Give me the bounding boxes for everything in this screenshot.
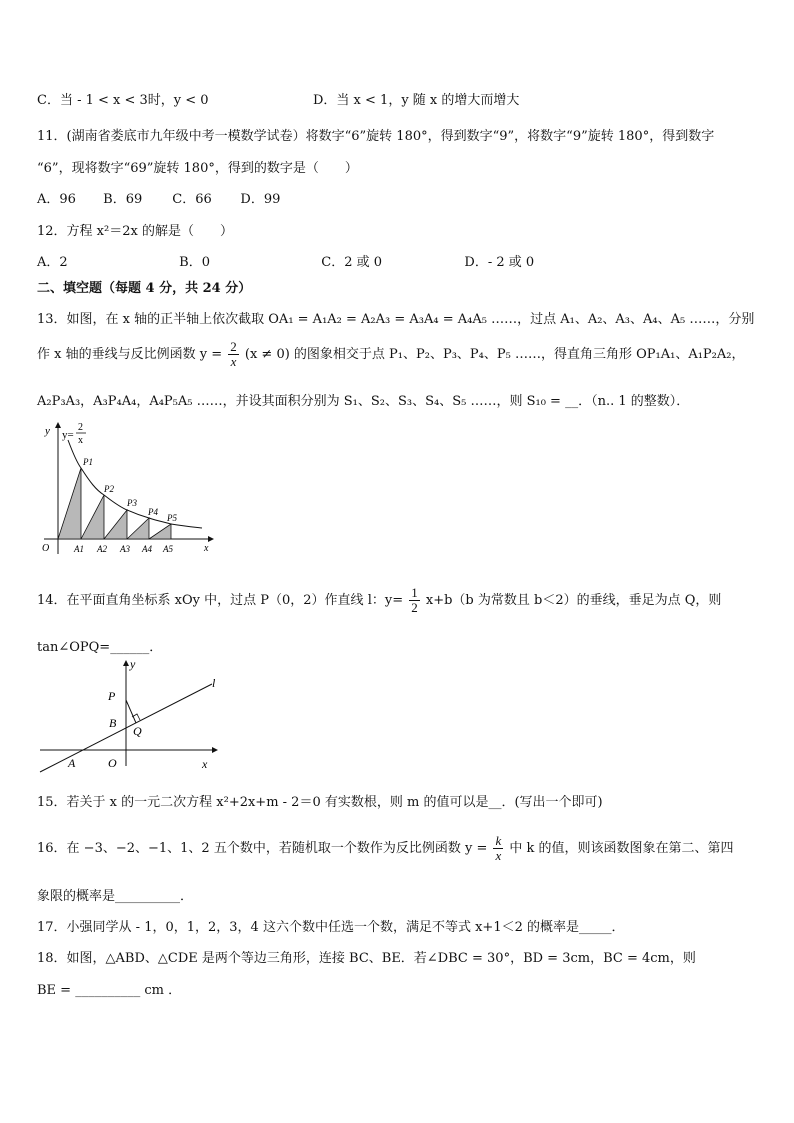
q18-line2: BE = __________ cm ． <box>37 983 182 998</box>
q11-option-b: B．69 <box>103 192 143 207</box>
fig13-func-numerator: 2 <box>78 422 83 433</box>
fig13-label-P2: P2 <box>104 484 114 494</box>
fig14-segment-PQ <box>126 700 136 723</box>
q12-option-a: A．2 <box>37 255 68 270</box>
q18-line1: 18．如图，△ABD、△CDE 是两个等边三角形，连接 BC、BE．若∠DBC = 30°，BD = 3cm，BC = 4cm，则 <box>37 951 696 966</box>
fig13-label-A3: A3 <box>120 544 130 554</box>
q13-fraction <box>228 340 239 369</box>
fig13-label-P1: P1 <box>83 457 93 467</box>
fig14-x-arrow <box>212 747 218 753</box>
fig14-x-label: x <box>202 757 208 771</box>
q16-line1-end: 中 k 的值，则该函数图象在第二、第四 <box>509 841 734 856</box>
q16-line1-start: 16．在 −3、−2、−1、1、2 五个数中，若随机取一个数作为反比例函数 y = <box>37 841 488 856</box>
fig13-func-label: y= <box>62 429 74 441</box>
q11-option-a: A．96 <box>37 192 76 207</box>
q10-option-d: D．当 x < 1，y 随 x 的增大而增大 <box>313 93 520 108</box>
q11-stem-line2: “6”，现将数字“69”旋转 180°，得到的数字是（ ） <box>37 161 358 176</box>
q10-option-c: C．当 - 1 < x < 3时，y < 0 <box>37 93 209 108</box>
q14-line2: tan∠OPQ=______． <box>37 640 163 655</box>
q11-option-d: D．99 <box>240 192 281 207</box>
fig14-label-P: P <box>108 689 116 703</box>
fig13-label-A2: A2 <box>97 544 107 554</box>
fig13-triangle-5 <box>149 524 171 539</box>
q16-fraction <box>493 834 503 863</box>
fig13-curve <box>68 440 202 528</box>
q13-line2-start: 作 x 轴的垂线与反比例函数 y = <box>37 347 223 362</box>
fig13-y-arrow <box>55 422 61 428</box>
fig14-label-B: B <box>109 716 117 730</box>
fig13-triangle-3 <box>104 510 127 539</box>
q14-frac-numerator: 1 <box>411 585 418 600</box>
q11-options <box>37 188 280 207</box>
q13-line3: A₂P₃A₃，A₃P₄A₄，A₄P₅A₅ ……，并设其面积分别为 S₁、S₂、S₃、S₄、S₅ ……，则 S₁₀ = __．（n.. 1 的整数）． <box>37 394 690 409</box>
q13-frac-numerator: 2 <box>230 339 237 354</box>
fig13-x-label: x <box>204 543 209 554</box>
q11-stem-line1: 11．(湖南省娄底市九年级中考一模数学试卷）将数字“6”旋转 180°，得到数字“9”，将数字“9”旋转 180°，得到数字 <box>37 129 715 144</box>
q14-frac-denominator: 2 <box>411 600 418 615</box>
fig14-label-A: A <box>68 756 76 770</box>
fig14-y-arrow <box>123 660 129 666</box>
fig13-label-P3: P3 <box>127 498 137 508</box>
q14-line1 <box>37 586 721 615</box>
section-heading: 二、填空题（每题 4 分，共 24 分） <box>37 281 252 296</box>
fig14-graph <box>36 656 226 776</box>
q14-line1-end: x+b（b 为常数且 b＜2）的垂线，垂足为点 Q，则 <box>425 593 722 608</box>
fig13-label-A1: A1 <box>74 544 84 554</box>
q16-line2: 象限的概率是__________． <box>37 889 194 904</box>
q13-line1: 13．如图，在 x 轴的正半轴上依次截取 OA₁ = A₁A₂ = A₂A₃ = A₃A₄ = A₄A₅ ……，过点 A₁、A₂、A₃、A₄、A₅ ……，分别 <box>37 312 755 327</box>
q12-options <box>37 251 534 270</box>
fig13-label-A5: A5 <box>163 544 173 554</box>
q12-stem: 12．方程 x²＝2x 的解是（ ） <box>37 224 233 239</box>
fig13-triangle-1 <box>58 468 81 539</box>
fig13-origin: O <box>42 543 50 554</box>
fig13-graph <box>38 418 218 558</box>
fig13-func-denominator: x <box>78 435 83 446</box>
fig13-triangle-4 <box>127 518 149 539</box>
q15-stem: 15．若关于 x 的一元二次方程 x²+2x+m - 2＝0 有实数根，则 m 的值可以是__．(写出一个即可) <box>37 795 603 810</box>
q13-line2 <box>37 340 745 369</box>
fig13-x-arrow <box>208 536 214 542</box>
q11-option-c: C．66 <box>172 192 212 207</box>
q13-frac-denominator: x <box>230 354 237 369</box>
fig13-label-P4: P4 <box>148 507 158 517</box>
q12-option-d: D．- 2 或 0 <box>464 255 535 270</box>
q17-stem: 17．小强同学从 - 1，0，1，2，3，4 这六个数中任选一个数，满足不等式 x+1＜2 的概率是_____． <box>37 920 625 935</box>
q12-option-b: B．0 <box>179 255 210 270</box>
fig14-label-Q: Q <box>133 724 142 738</box>
q16-frac-denominator: x <box>495 848 502 863</box>
q14-fraction <box>409 586 420 615</box>
q13-line2-end: (x ≠ 0) 的图象相交于点 P₁、P₂、P₃、P₄、P₅ ……，得直角三角形 OP₁A₁、A₁P₂A₂， <box>244 347 745 362</box>
fig14-y-label: y <box>130 657 136 671</box>
q16-frac-numerator: k <box>495 833 502 848</box>
q16-line1 <box>37 834 734 863</box>
q12-option-c: C．2 或 0 <box>321 255 383 270</box>
fig13-label-A4: A4 <box>142 544 152 554</box>
q14-line1-start: 14．在平面直角坐标系 xOy 中，过点 P（0，2）作直线 l：y= <box>37 593 404 608</box>
fig13-triangle-2 <box>81 495 104 539</box>
fig13-y-label: y <box>45 425 50 437</box>
fig14-label-l: l <box>212 676 216 690</box>
fig14-origin: O <box>108 756 117 770</box>
fig13-label-P5: P5 <box>167 513 177 523</box>
